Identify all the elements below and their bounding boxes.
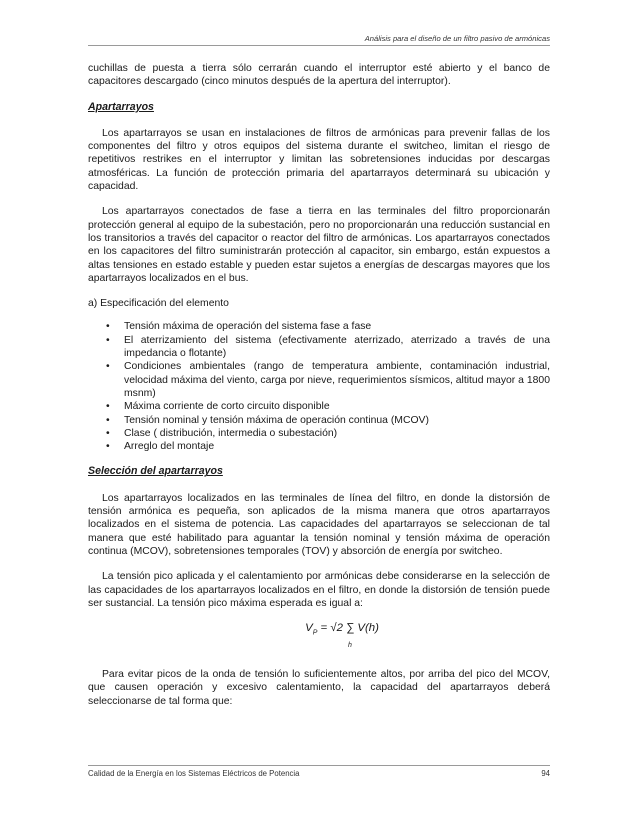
formula-lhs: V [305,622,313,635]
paragraph-3: Los apartarrayos conectados de fase a tierra en las terminales del filtro proporcionarán protección general al equipo de la subestación, pero no proporcionarán una reducción sustancial en los transitorios a través del capacitor o reactor del filtro de armónicas. Los apartarrayos conectados en los capacitores del filtro suministrarán protección al capacitor, sin embargo, están expuestos a altas tensiones en estado estable y pueden estar sujetos a energías de descargas mayores que los apartarrayos localizados en el bus. [88,206,550,284]
paragraph-6: Para evitar picos de la onda de tensión lo suficientemente altos, por arriba del pico del MCOV, que causen operación y excesivo calentamiento, la capacidad del apartarrayos deberá seleccionarse de tal forma que: [88,669,550,707]
bullet-icon: • [106,414,110,426]
list-item: • Clase ( distribución, intermedia o subestación) [106,427,338,439]
formula-lhs-subscript: P [312,629,318,637]
list-item: • Tensión máxima de operación del sistema fase a fase [106,321,372,333]
footer-title: Calidad de la Energía en los Sistemas Eléctricos de Potencia [88,769,300,778]
bullet-icon: • [106,334,110,346]
heading-apartarrayos: Apartarrayos [88,100,154,113]
bullet-icon: • [106,321,110,333]
list-item: • Arreglo del montaje [106,441,215,453]
page-body [88,62,550,720]
paragraph-1: cuchillas de puesta a tierra sólo cerrarán cuando el interruptor esté abierto y el banco de capacitores descargado (cinco minutos después de la apertura del interruptor). [88,63,550,88]
spec-heading: a) Especificación del elemento [88,298,229,310]
paragraph-5: La tensión pico aplicada y el calentamiento por armónicas debe considerarse en la selección de las capacidades de los apartarrayos localizados en el filtro, en donde la distorsión de tensión puede ser sustancial. La tensión pico máxima esperada es igual a: [88,571,550,609]
list-item: • El aterrizamiento del sistema (efectivamente aterrizado, aterrizado a través de una impedancia o flotante) [106,334,550,360]
heading-seleccion: Selección del apartarrayos [88,465,223,478]
bullet-icon: • [106,427,110,439]
spec-list [88,320,550,453]
page-footer [88,765,550,778]
formula-sum-index: h [348,642,352,650]
list-item: • Máxima corriente de corto circuito disponible [106,401,330,413]
paragraph-4: Los apartarrayos localizados en las terminales de línea del filtro, en donde la distorsión de tensión armónica es pequeña, son aplicados de la misma manera que otros apartarrayos localizados en el sistema de potencia. Las capacidades del apartarrayos se seleccionan de tal manera que esté habilitado para aguantar la tensión nominal y tensión máxima de operación continua (MCOV), sobretensiones temporales (TOV) y absorción de energía por switcheo. [88,492,550,557]
list-item: • Tensión nominal y tensión máxima de operación continua (MCOV) [106,414,429,426]
running-header [88,34,550,46]
page-number: 94 [541,769,550,778]
peak-voltage-formula [134,622,550,652]
list-item: • Condiciones ambientales (rango de temperatura ambiente, contaminación industrial, velocidad máxima del viento, carga por nieve, requerimientos sísmicos, altitud mayor a 1800 msnm) [106,361,550,399]
bullet-icon: • [106,361,110,373]
running-title: Análisis para el diseño de un filtro pasivo de armónicas [364,34,550,43]
paragraph-2: Los apartarrayos se usan en instalaciones de filtros de armónicas para prevenir fallas de los componentes del filtro y otros equipos del sistema durante el switcheo, limitan el riesgo de repetitivos restrikes en el interruptor y limitan las sobretensiones inducidas por descargas atmosféricas. La función de protección primaria del apartarrayos determinará su ubicación y capacidad. [88,127,550,193]
bullet-icon: • [106,441,110,453]
formula-rhs: = √2 ∑ V(h) [320,622,379,635]
bullet-icon: • [106,401,110,413]
